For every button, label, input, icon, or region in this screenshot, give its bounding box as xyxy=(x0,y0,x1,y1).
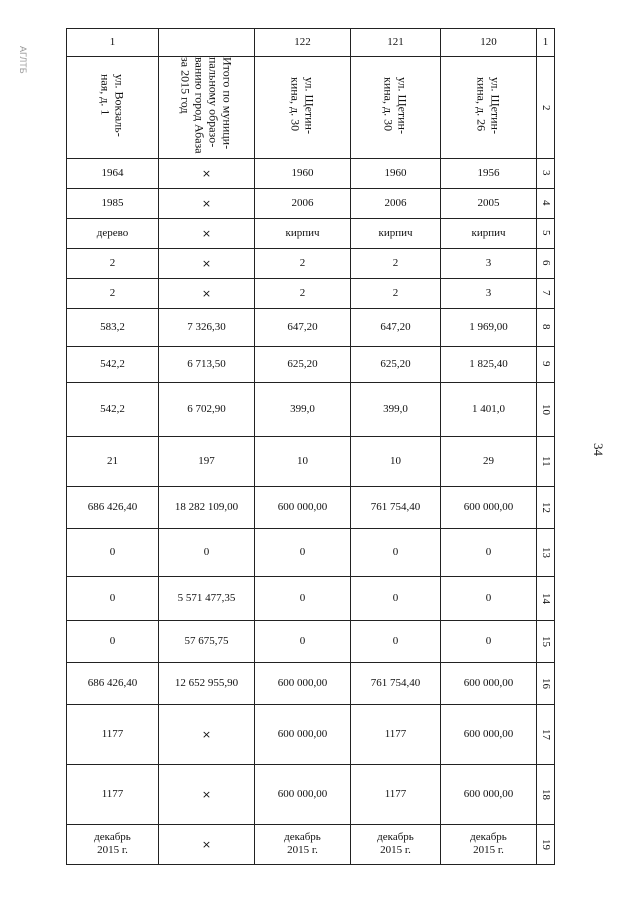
data-table xyxy=(66,28,555,865)
table-cell: 600 000,00 xyxy=(441,704,537,764)
table-cell: 0 xyxy=(67,620,159,662)
table-row xyxy=(67,436,555,486)
table-cell: 1 401,0 xyxy=(441,382,537,436)
table-row xyxy=(67,824,555,864)
table-cell: 0 xyxy=(441,576,537,620)
address-header: ул. Щетин- кина, д. 26 xyxy=(441,57,537,159)
total-cell: 0 xyxy=(159,528,255,576)
table-row xyxy=(67,346,555,382)
table-cell: 0 xyxy=(441,528,537,576)
table-cell: кирпич xyxy=(255,218,351,248)
total-cell: 7 326,30 xyxy=(159,308,255,346)
row-number: 7 xyxy=(537,278,555,308)
table-cell: 761 754,40 xyxy=(351,486,441,528)
table-row xyxy=(67,662,555,704)
row-number: 19 xyxy=(537,824,555,864)
table-row xyxy=(67,486,555,528)
row-number: 15 xyxy=(537,620,555,662)
table-cell: 2 xyxy=(255,278,351,308)
total-cell: 18 282 109,00 xyxy=(159,486,255,528)
table-cell: 686 426,40 xyxy=(67,662,159,704)
table-cell: 600 000,00 xyxy=(255,764,351,824)
total-cell: 6 713,50 xyxy=(159,346,255,382)
row-number: 14 xyxy=(537,576,555,620)
row-number: 9 xyxy=(537,346,555,382)
table-cell: декабрь 2015 г. xyxy=(441,824,537,864)
address-header: ул. Щетин- кина, д. 30 xyxy=(255,57,351,159)
table-cell: 0 xyxy=(67,528,159,576)
row-number: 2 xyxy=(537,57,555,159)
table-cell: 21 xyxy=(67,436,159,486)
table-cell: 1177 xyxy=(67,704,159,764)
total-cell: × xyxy=(159,158,255,188)
table-cell: 686 426,40 xyxy=(67,486,159,528)
table-cell: декабрь 2015 г. xyxy=(67,824,159,864)
table-cell: 0 xyxy=(351,576,441,620)
row-number: 16 xyxy=(537,662,555,704)
table-cell: 0 xyxy=(255,576,351,620)
table-row xyxy=(67,308,555,346)
table-cell: 761 754,40 xyxy=(351,662,441,704)
table-cell: декабрь 2015 г. xyxy=(255,824,351,864)
row-number: 4 xyxy=(537,188,555,218)
table-body xyxy=(67,158,555,864)
table-cell: 647,20 xyxy=(255,308,351,346)
table-cell: 2 xyxy=(351,248,441,278)
table-row xyxy=(67,278,555,308)
table-cell: 10 xyxy=(255,436,351,486)
table-row xyxy=(67,218,555,248)
column-index: 122 xyxy=(255,29,351,57)
total-cell: × xyxy=(159,248,255,278)
row-number: 12 xyxy=(537,486,555,528)
total-cell: 57 675,75 xyxy=(159,620,255,662)
total-cell: 5 571 477,35 xyxy=(159,576,255,620)
column-index: 1 xyxy=(537,29,555,57)
table-cell: 0 xyxy=(255,528,351,576)
table-cell: 1964 xyxy=(67,158,159,188)
row-number: 18 xyxy=(537,764,555,824)
total-cell: × xyxy=(159,218,255,248)
table-cell: 10 xyxy=(351,436,441,486)
table-cell: 1177 xyxy=(351,764,441,824)
table-cell: 0 xyxy=(255,620,351,662)
total-cell: × xyxy=(159,278,255,308)
page-number: 34 xyxy=(591,443,606,456)
table-row xyxy=(67,704,555,764)
table-cell: 600 000,00 xyxy=(255,486,351,528)
table-row xyxy=(67,528,555,576)
column-index: 120 xyxy=(441,29,537,57)
row-number: 17 xyxy=(537,704,555,764)
table-cell: 1985 xyxy=(67,188,159,218)
table-cell: 1960 xyxy=(351,158,441,188)
total-cell: × xyxy=(159,824,255,864)
address-header: ул. Щетин- кина, д. 30 xyxy=(351,57,441,159)
table-cell: 0 xyxy=(351,528,441,576)
table-row xyxy=(67,248,555,278)
total-cell: × xyxy=(159,704,255,764)
table-cell: 2 xyxy=(351,278,441,308)
archive-stamp: АГЛТБ xyxy=(18,46,28,74)
table-cell: 542,2 xyxy=(67,382,159,436)
table-cell: 2 xyxy=(67,278,159,308)
table-cell: 2006 xyxy=(351,188,441,218)
table-cell: 600 000,00 xyxy=(441,662,537,704)
table-cell: 2 xyxy=(67,248,159,278)
row-number: 10 xyxy=(537,382,555,436)
table-row xyxy=(67,620,555,662)
row-number: 3 xyxy=(537,158,555,188)
table-cell: 2 xyxy=(255,248,351,278)
total-cell: × xyxy=(159,188,255,218)
total-header: Итого по муници- пальному образо- ванию город Абаза за 2015 год xyxy=(159,57,255,159)
row-number: 6 xyxy=(537,248,555,278)
table-cell: декабрь 2015 г. xyxy=(351,824,441,864)
table-cell: дерево xyxy=(67,218,159,248)
total-cell: × xyxy=(159,764,255,824)
total-cell: 6 702,90 xyxy=(159,382,255,436)
table-cell: 29 xyxy=(441,436,537,486)
table-cell: 0 xyxy=(441,620,537,662)
table-cell: 600 000,00 xyxy=(441,486,537,528)
index-header-row xyxy=(67,29,555,57)
table-cell: кирпич xyxy=(351,218,441,248)
table-row xyxy=(67,382,555,436)
column-index xyxy=(159,29,255,57)
name-header-row xyxy=(67,57,555,159)
table-cell: 1956 xyxy=(441,158,537,188)
table-cell: 1 825,40 xyxy=(441,346,537,382)
table-cell: 0 xyxy=(67,576,159,620)
table-cell: 600 000,00 xyxy=(255,704,351,764)
table-row xyxy=(67,576,555,620)
table-cell: 1177 xyxy=(351,704,441,764)
table-cell: 0 xyxy=(351,620,441,662)
row-number: 5 xyxy=(537,218,555,248)
table-cell: 583,2 xyxy=(67,308,159,346)
column-index: 1 xyxy=(67,29,159,57)
table-cell: 1 969,00 xyxy=(441,308,537,346)
table-row xyxy=(67,158,555,188)
table-cell: 3 xyxy=(441,248,537,278)
row-number: 11 xyxy=(537,436,555,486)
table-cell: 600 000,00 xyxy=(441,764,537,824)
table-row xyxy=(67,188,555,218)
table-cell: 625,20 xyxy=(351,346,441,382)
table-cell: 399,0 xyxy=(255,382,351,436)
total-cell: 12 652 955,90 xyxy=(159,662,255,704)
table-cell: 2005 xyxy=(441,188,537,218)
address-header: ул. Вокзаль- ная, д. 1 xyxy=(67,57,159,159)
table-cell: 600 000,00 xyxy=(255,662,351,704)
table-cell: 3 xyxy=(441,278,537,308)
row-number: 13 xyxy=(537,528,555,576)
column-index: 121 xyxy=(351,29,441,57)
row-number: 8 xyxy=(537,308,555,346)
table-cell: 625,20 xyxy=(255,346,351,382)
table-cell: кирпич xyxy=(441,218,537,248)
total-cell: 197 xyxy=(159,436,255,486)
table-cell: 399,0 xyxy=(351,382,441,436)
table-cell: 2006 xyxy=(255,188,351,218)
table-row xyxy=(67,764,555,824)
table-cell: 1177 xyxy=(67,764,159,824)
table-cell: 647,20 xyxy=(351,308,441,346)
table-cell: 542,2 xyxy=(67,346,159,382)
table-cell: 1960 xyxy=(255,158,351,188)
